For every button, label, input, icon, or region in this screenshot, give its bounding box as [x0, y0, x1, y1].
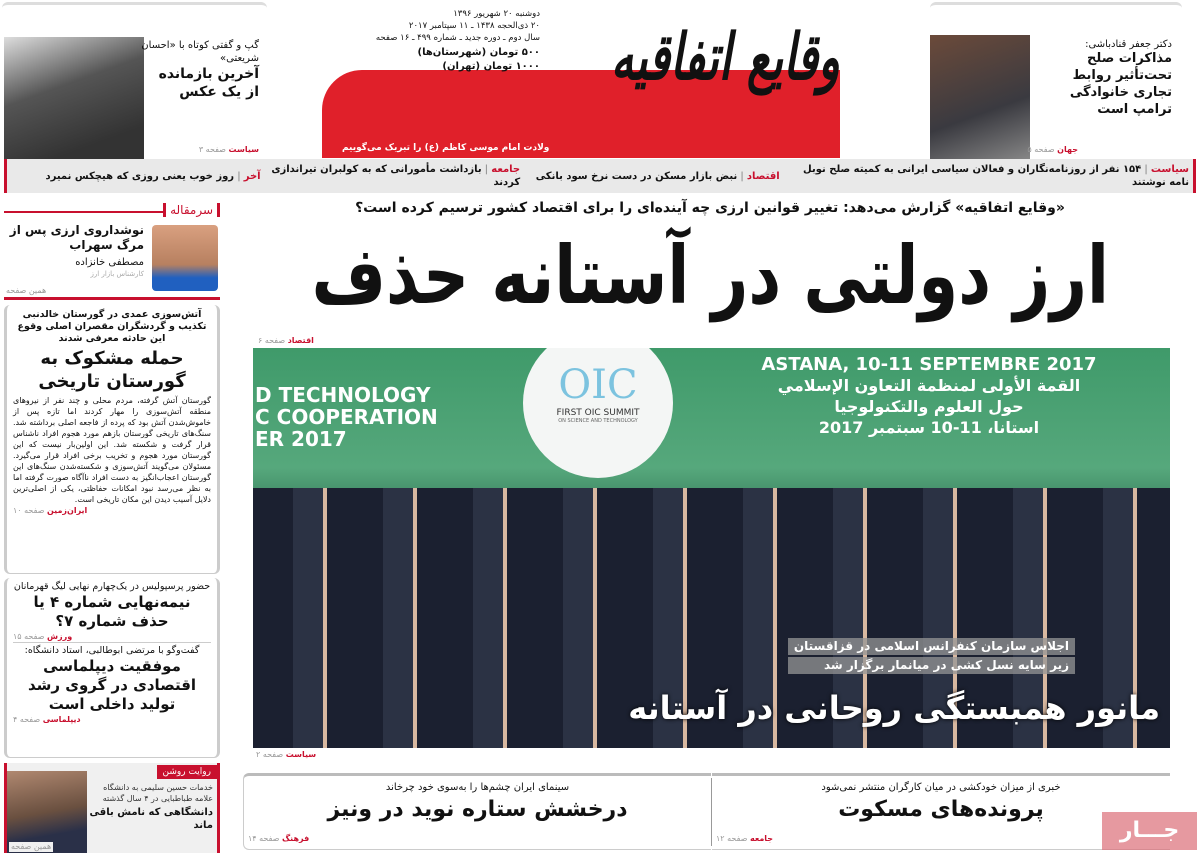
top-left-teaser[interactable]	[2, 2, 267, 158]
news-ticker	[4, 159, 1196, 193]
page-ref: همین صفحه	[11, 842, 52, 851]
section-label: روایت روشن	[157, 765, 217, 779]
page-ref: صفحه ۵	[1027, 145, 1055, 154]
article-title: پرونده‌های مسکوت	[838, 797, 1044, 822]
author-photo	[152, 225, 218, 291]
watermark: جـــار	[1102, 812, 1197, 850]
teaser-title: آخرین بازمانده از یک عکس	[158, 66, 259, 100]
ticker-item[interactable]: آخر|روز خوب یعنی روزی که هیچکس نمیرد	[45, 170, 261, 182]
article-kicker: آتش‌سوزی عمدی در گورستان خالدنبی تکذیب و گردشگران مقصران اصلی وقوع این حادثه معرفی شدند	[17, 309, 207, 344]
lead-headline[interactable]: ارز دولتی در آستانه حذف	[311, 229, 1109, 322]
logo-wrap	[540, 18, 840, 108]
article-title: درخشش ستاره نوید در ونیز	[327, 797, 628, 822]
lead-kicker: «وقایع اتفاقیه» گزارش می‌دهد: تغییر قوانین ارزی چه آینده‌ای را برای اقتصاد کشور ترسیم کرده است؟	[355, 200, 1065, 216]
date: دوشنبه ۲۰ شهریور ۱۳۹۶	[453, 9, 540, 19]
oic-logo-text: ON SCIENCE AND TECHNOLOGY	[558, 418, 638, 424]
banner-text: حول العلوم والتكنولوجيا	[834, 397, 1024, 416]
main-photo[interactable]	[253, 348, 1170, 748]
price: ۵۰۰ تومان (شهرستان‌ها)	[417, 47, 540, 58]
ticker-item[interactable]: سیاست|۱۵۴ نفر از روزنامه‌نگاران و فعالان سیاسی ایرانی به کمیته صلح نوبل نامه نوشتند	[803, 164, 1189, 188]
banner-text: القمة الأولى لمنظمة التعاون الإسلامي	[777, 376, 1081, 395]
section-label: ورزش	[46, 632, 73, 641]
ticker-text: بازداشت مأمورانی که به کولبران تیراندازی کردند	[271, 164, 521, 188]
masthead-banner: ولادت امام موسی کاظم (ع) را تبریک می‌گوییم	[342, 143, 550, 153]
section-label: ایران‌زمین	[46, 506, 88, 515]
teaser-kicker: گپ و گفتی کوتاه با «احسان شریعتی»	[141, 40, 259, 64]
photo-caption-title: مانور همبستگی روحانی در آستانه	[628, 689, 1160, 727]
ticker-text: نبض بازار مسکن در دست نرخ سود بانکی	[535, 170, 738, 182]
portrait-photo	[7, 771, 87, 853]
banner-text: ASTANA, 10-11 SEPTEMBRE 2017	[761, 354, 1097, 375]
side-article[interactable]	[4, 763, 220, 853]
portrait-photo	[4, 37, 144, 161]
article-kicker: سینمای ایران چشم‌ها را به‌سوی خود چرخاند	[385, 782, 570, 793]
section-label: سرمقاله	[163, 203, 220, 217]
page-ref: صفحه ۶	[258, 336, 286, 345]
article-title: دانشگاهی که نامش باقی ماند	[89, 807, 213, 831]
page-ref: صفحه ۱۵	[13, 632, 45, 641]
caption-kicker: اجلاس سازمان کنفرانس اسلامی در قزاقستان	[788, 638, 1075, 655]
section-label: جامعه	[749, 834, 774, 843]
oic-logo: OIC	[558, 362, 638, 408]
ticker-item[interactable]: جامعه|بازداشت مأمورانی که به کولبران تیراندازی کردند	[271, 164, 521, 188]
teaser-title: مذاکرات صلح تحت‌تأثیر روابط تجاری خانوادگی ترامپ است	[1069, 51, 1172, 117]
section-label: اقتصاد	[287, 336, 314, 345]
section-label: دیپلماسی	[42, 715, 81, 724]
issue-info: سال دوم ـ دوره جدید ـ شماره ۴۹۹ ـ ۱۶ صفحه	[375, 33, 540, 43]
section-label: آخر	[243, 170, 261, 182]
article-kicker: خدمات حسین سلیمی به دانشگاه علامه طباطبایی در ۴ سال گذشته	[102, 783, 213, 803]
top-right-teaser[interactable]	[930, 2, 1182, 158]
teaser-kicker: دکتر جعفر قنادباشی:	[1085, 39, 1172, 50]
page-ref: صفحه ۴	[13, 715, 41, 724]
ticker-text: روز خوب یعنی روزی که هیچکس نمیرد	[45, 170, 235, 182]
page-ref: همین صفحه	[6, 286, 47, 295]
ticker-text: ۱۵۴ نفر از روزنامه‌نگاران و فعالان سیاسی ایرانی به کمیته صلح نوبل نامه نوشتند	[803, 164, 1189, 188]
banner-text: C COOPERATION	[255, 405, 438, 429]
divider	[711, 778, 712, 846]
page-ref: صفحه ۱۲	[716, 834, 748, 843]
article-kicker: خبری از میزان خودکشی در میان کارگران منتشر نمی‌شود	[821, 782, 1061, 793]
oic-logo-text: FIRST OIC SUMMIT	[556, 408, 640, 418]
section-label: جامعه	[491, 164, 521, 175]
article-title: موفقیت دیپلماسی اقتصادی در گروی رشد تولید داخلی است	[27, 657, 197, 713]
section-label: سیاست	[285, 750, 317, 759]
article-kicker: حضور پرسپولیس در یک‌چهارم نهایی لیگ قهرمانان	[13, 581, 211, 592]
editorial-box[interactable]	[4, 203, 220, 300]
portrait-photo	[930, 35, 1030, 161]
logo: وقایع اتفاقیه	[611, 20, 840, 95]
page-ref: صفحه ۲	[256, 750, 284, 759]
ticker-item[interactable]: اقتصاد|نبض بازار مسکن در دست نرخ سود بانکی	[535, 170, 780, 182]
editorial-title: نوشداروی ارزی پس از مرگ سهراب	[9, 223, 144, 252]
banner-text: ER 2017	[255, 427, 347, 451]
page-ref: صفحه ۳	[198, 145, 226, 154]
page-ref: صفحه ۱۴	[248, 834, 280, 843]
banner-text: D TECHNOLOGY	[255, 383, 431, 407]
banner-text: استانا، 11-10 سبتمبر 2017	[818, 418, 1040, 437]
caption-kicker: زیر سایه نسل کشی در میانمار برگزار شد	[788, 657, 1075, 674]
oic-logo-circle	[523, 348, 673, 478]
article-title: حمله مشکوک به گورستان تاریخی	[38, 348, 186, 392]
side-article[interactable]	[4, 578, 220, 758]
article-title: نیمه‌نهایی شماره ۴ یا حذف شماره ۷؟	[33, 593, 191, 630]
section-label: اقتصاد	[746, 170, 780, 182]
section-label: جهان	[1057, 145, 1078, 154]
price: ۱۰۰۰ تومان (تهران)	[442, 61, 540, 72]
side-article[interactable]	[4, 305, 220, 574]
author-name: مصطفی خانزاده	[75, 257, 144, 268]
bottom-teaser[interactable]	[243, 773, 711, 850]
author-role: کارشناس بازار ارز	[90, 270, 144, 278]
masthead	[322, 0, 840, 158]
lead-headline-wrap	[250, 222, 1170, 332]
section-label: فرهنگ	[281, 834, 310, 843]
article-body: گورستان آتش گرفته، مردم محلی و چند نفر از نیروهای منطقه آتش‌سوزی را مهار کردند اما تازه پس از خاموش‌شدن آتش بود که پرده از فاجعه اصلی برداشته شد. سنگ‌های تاریخی گورستان بازهم مورد هجوم افراد ناشناس قرار گرفت و شکسته شد. این اولین‌بار نیست که این گورستان مورد هجوم و تخریب برخی افراد قرار می‌گیرد. مسئولان می‌گویند آتش‌سوزی و شکسته‌شدن سنگ‌های این گورستان اعجاب‌انگیز به دست افراد ناآگاه صورت گرفته اما به نظر می‌رسد نبود امکانات حفاظتی، یکی از اصلی‌ترین دلایل آسیب دیدن این مکان تاریخی است.	[13, 396, 211, 504]
section-label: سیاست	[228, 145, 259, 154]
article-kicker: گفت‌وگو با مرتضی ابوطالبی، استاد دانشگاه:	[24, 645, 200, 656]
page-ref: صفحه ۱۰	[13, 506, 45, 515]
section-label: سیاست	[1150, 164, 1189, 175]
date-secondary: ۲۰ ذی‌الحجه ۱۴۳۸ ـ ۱۱ سپتامبر ۲۰۱۷	[408, 21, 540, 31]
